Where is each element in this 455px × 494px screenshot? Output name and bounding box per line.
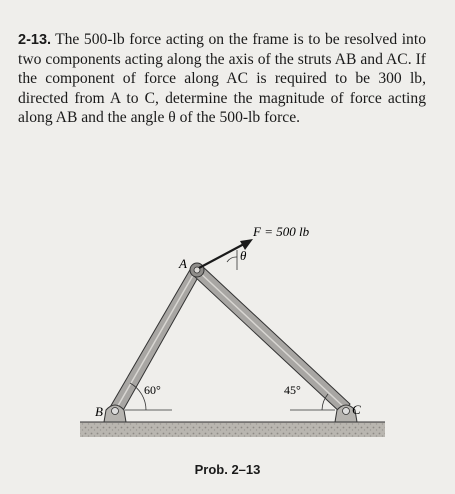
force-label: F = 500 lb — [253, 224, 310, 239]
problem-text: The 500-lb force acting on the frame is to be resolved into two components acting along the axis of the struts AB and AC. If the component of force along AC is required to be 300 lb, directed from A to C, determine the magnitude of force acting along AB and the angle θ of the 500-lb force. — [18, 31, 426, 126]
theta-label: θ — [240, 248, 247, 263]
label-c: C — [352, 402, 361, 417]
angle-b-label: 60° — [144, 383, 161, 397]
label-a: A — [179, 256, 187, 271]
angle-c-label: 45° — [284, 383, 301, 397]
problem-number: 2-13. — [18, 32, 52, 48]
figure-caption: Prob. 2–13 — [194, 462, 261, 477]
ground — [80, 422, 385, 437]
label-b: B — [95, 404, 103, 419]
theta-arc — [227, 257, 237, 262]
